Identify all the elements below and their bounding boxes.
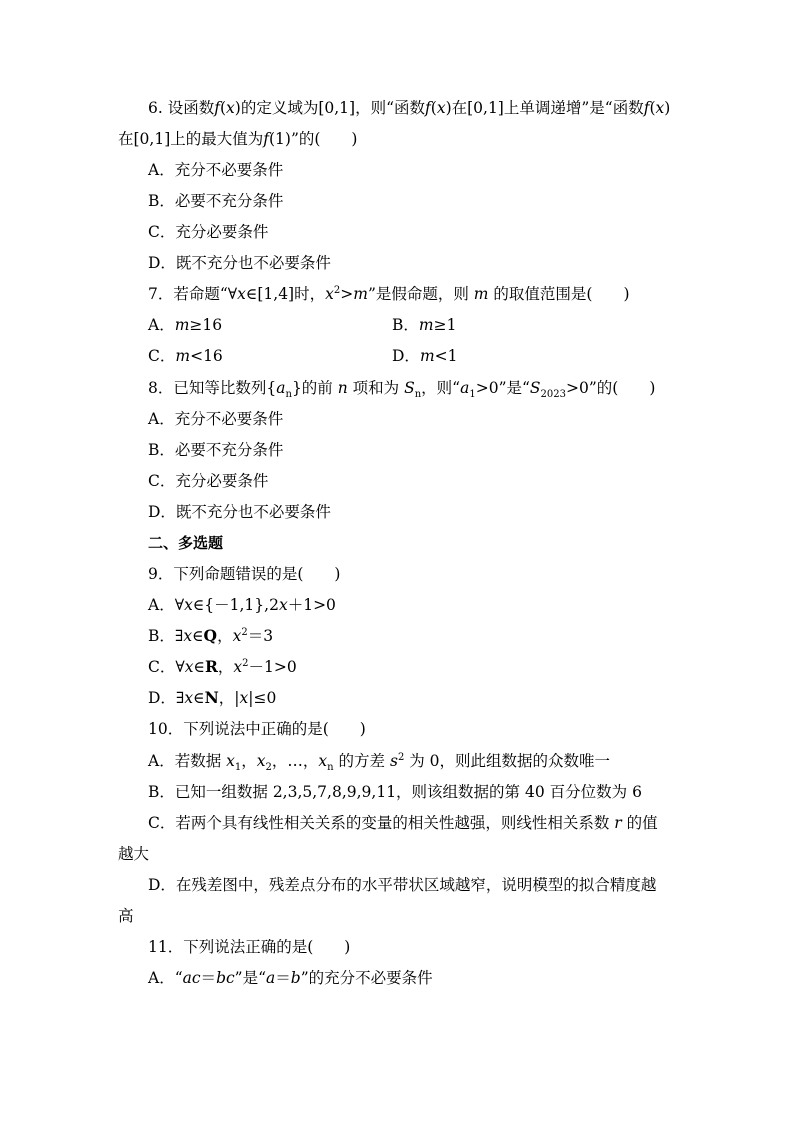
q9-option-d: D．∃x∈N，|x|≤0 (148, 688, 277, 707)
q9-stem: 9．下列命题错误的是( ) (148, 565, 341, 583)
q7-stem: 7．若命题“∀x∈[1,4]时，$x^2>m$”是假命题，则 m 的取值范围是( ) (148, 284, 630, 303)
q11-stem: 11．下列说法正确的是( ) (148, 938, 351, 956)
q10-option-d-line2: 高 (118, 907, 134, 925)
q7-option-d: D．m<1 (392, 347, 458, 365)
q10-stem: 10．下列说法中正确的是( ) (148, 720, 366, 738)
q6-stem-line1: 6. 设函数f(x)的定义域为[0,1]，则“函数f(x)在[0,1]上单调递增”是“函数f(x) (148, 99, 671, 117)
q6-option-c: C．充分必要条件 (148, 223, 269, 241)
q6-stem-line2: 在[0,1]上的最大值为f(1)”的( ) (118, 130, 358, 148)
q11-option-a: A．“ac＝bc”是“a＝b”的充分不必要条件 (148, 969, 433, 987)
q10-option-c-line2: 越大 (118, 845, 150, 863)
q6-option-a: A．充分不必要条件 (148, 161, 284, 179)
q10-option-a: A．若数据 $x_1$，$x_2$，…，$x_n$ 的方差 $s^2$ 为 0，则此组数据的众数唯一 (148, 751, 611, 774)
q9-option-b: B．∃x∈Q，$x^2=3$ (148, 626, 274, 645)
q10-option-d-line1: D．在残差图中，残差点分布的水平带状区域越窄，说明模型的拟合精度越 (148, 876, 657, 894)
q8-option-a: A．充分不必要条件 (148, 410, 284, 428)
q8-option-b: B．必要不充分条件 (148, 441, 284, 459)
q10-option-c-line1: C．若两个具有线性相关关系的变量的相关性越强，则线性相关系数 r 的值 (148, 814, 658, 832)
q10-option-b: B．已知一组数据 2,3,5,7,8,9,9,11，则该组数据的第 40 百分位数为 6 (148, 783, 642, 801)
q9-option-a: A．∀x∈{－1,1},2x＋1>0 (148, 596, 336, 614)
q8-option-d: D．既不充分也不必要条件 (148, 503, 331, 521)
q7-option-a: A．m≥16 (148, 316, 223, 334)
q7-option-b: B．m≥1 (392, 316, 457, 334)
section-heading-multiple-choice: 二、多选题 (148, 534, 224, 552)
q8-stem: 8．已知等比数列$\{a_n\}$的前 n 项和为 $S_n$，则“$a_1>0$”是“$S_{2023}>0$”的( ) (148, 379, 656, 401)
q9-option-c: C．∀x∈R，$x^2-1>0$ (148, 657, 297, 676)
q6-option-d: D．既不充分也不必要条件 (148, 254, 331, 272)
q7-option-c: C．m<16 (148, 347, 223, 365)
q6-option-b: B．必要不充分条件 (148, 192, 284, 210)
q8-option-c: C．充分必要条件 (148, 472, 269, 490)
